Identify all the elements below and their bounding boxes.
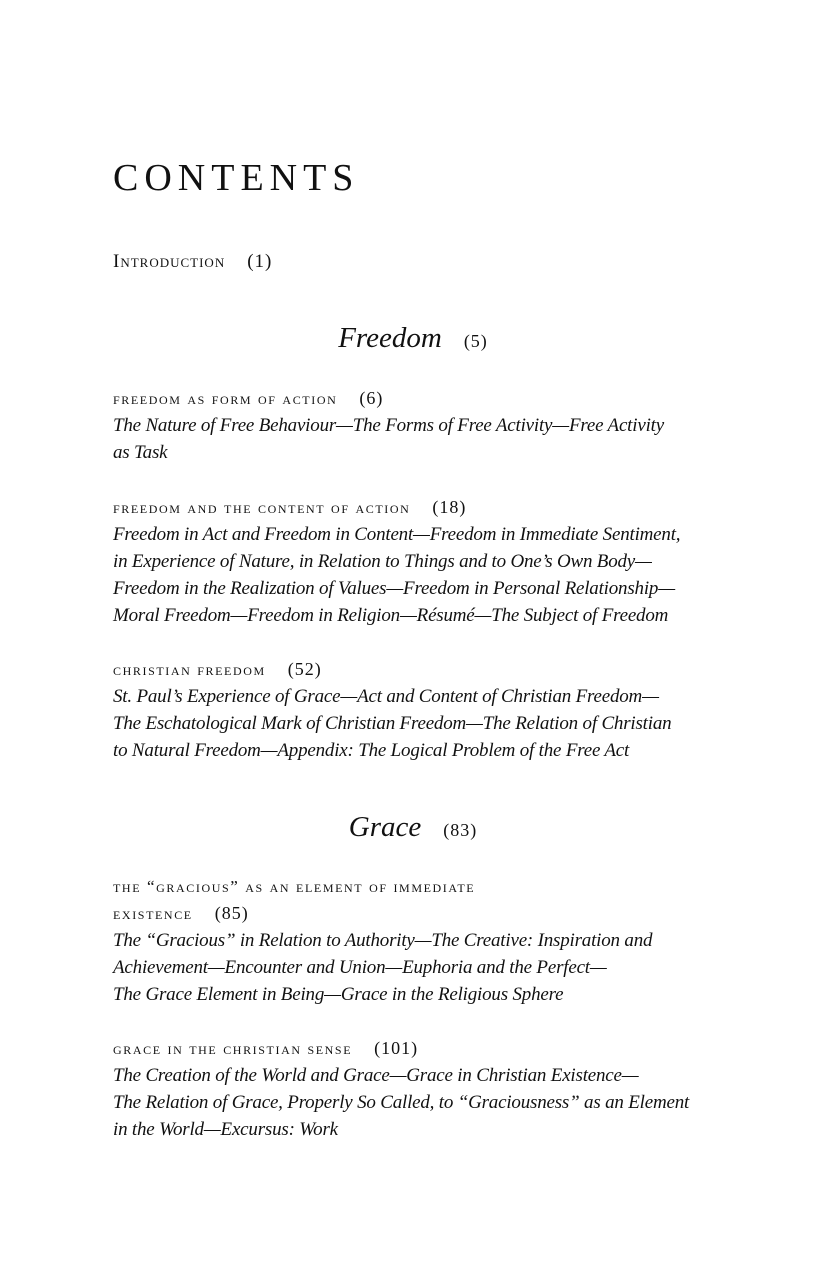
description-line: in Experience of Nature, in Relation to Things and to One’s Own Body— xyxy=(113,551,652,572)
entry-description xyxy=(113,412,713,466)
entry-title: freedom as form of action xyxy=(113,389,338,408)
entry-heading xyxy=(113,656,713,683)
description-line: Moral Freedom—Freedom in Religion—Résumé—The Subject of Freedom xyxy=(113,605,669,626)
entry-page-number: (85) xyxy=(214,903,249,923)
introduction-page-number: (1) xyxy=(247,251,273,272)
description-line: The Eschatological Mark of Christian Freedom—The Relation of Christian xyxy=(113,713,672,734)
entry-page-number: (52) xyxy=(287,659,322,679)
entry-title: grace in the christian sense xyxy=(113,1039,353,1058)
description-line: Achievement—Encounter and Union—Euphoria and the Perfect— xyxy=(113,957,607,978)
part-heading-grace[interactable] xyxy=(113,811,713,844)
part-page-number: (83) xyxy=(443,820,478,840)
introduction-label: Introduction xyxy=(113,251,226,272)
page-title: CONTENTS xyxy=(113,157,360,199)
toc-entry-freedom-as-form-of-action[interactable] xyxy=(113,385,713,466)
entry-description xyxy=(113,683,713,764)
description-line: St. Paul’s Experience of Grace—Act and Content of Christian Freedom— xyxy=(113,686,659,707)
entry-page-number: (6) xyxy=(359,388,384,408)
part-title: Freedom xyxy=(338,322,442,354)
entry-heading xyxy=(113,1035,713,1062)
entry-page-number: (101) xyxy=(374,1038,419,1058)
toc-entry-freedom-and-content-of-action[interactable] xyxy=(113,494,713,629)
description-line: The “Gracious” in Relation to Authority—The Creative: Inspiration and xyxy=(113,930,653,951)
entry-heading xyxy=(113,873,713,927)
toc-introduction[interactable] xyxy=(113,251,272,273)
entry-page-number: (18) xyxy=(432,497,467,517)
entry-description xyxy=(113,521,713,629)
entry-title-line: existence xyxy=(113,904,193,923)
description-line: The Relation of Grace, Properly So Called, to “Graciousness” as an Element xyxy=(113,1092,690,1113)
description-line: The Creation of the World and Grace—Grace in Christian Existence— xyxy=(113,1065,639,1086)
entry-description xyxy=(113,927,713,1008)
entry-title: christian freedom xyxy=(113,660,266,679)
part-title: Grace xyxy=(348,811,422,843)
description-line: Freedom in Act and Freedom in Content—Freedom in Immediate Sentiment, xyxy=(113,524,681,545)
toc-entry-grace-in-christian-sense[interactable] xyxy=(113,1035,713,1143)
entry-title: freedom and the content of action xyxy=(113,498,411,517)
entry-description xyxy=(113,1062,713,1143)
entry-heading xyxy=(113,494,713,521)
description-line: The Grace Element in Being—Grace in the Religious Sphere xyxy=(113,984,564,1005)
description-line: The Nature of Free Behaviour—The Forms of Free Activity—Free Activity xyxy=(113,415,664,436)
part-page-number: (5) xyxy=(463,331,488,351)
toc-entry-gracious-as-element[interactable] xyxy=(113,873,713,1008)
description-line: Freedom in the Realization of Values—Freedom in Personal Relationship— xyxy=(113,578,675,599)
description-line: to Natural Freedom—Appendix: The Logical Problem of the Free Act xyxy=(113,740,630,761)
toc-entry-christian-freedom[interactable] xyxy=(113,656,713,764)
description-line: as Task xyxy=(113,442,168,463)
part-heading-freedom[interactable] xyxy=(113,322,713,355)
entry-title-line: the “gracious” as an element of immediate xyxy=(113,877,476,896)
entry-heading xyxy=(113,385,713,412)
description-line: in the World—Excursus: Work xyxy=(113,1119,338,1140)
